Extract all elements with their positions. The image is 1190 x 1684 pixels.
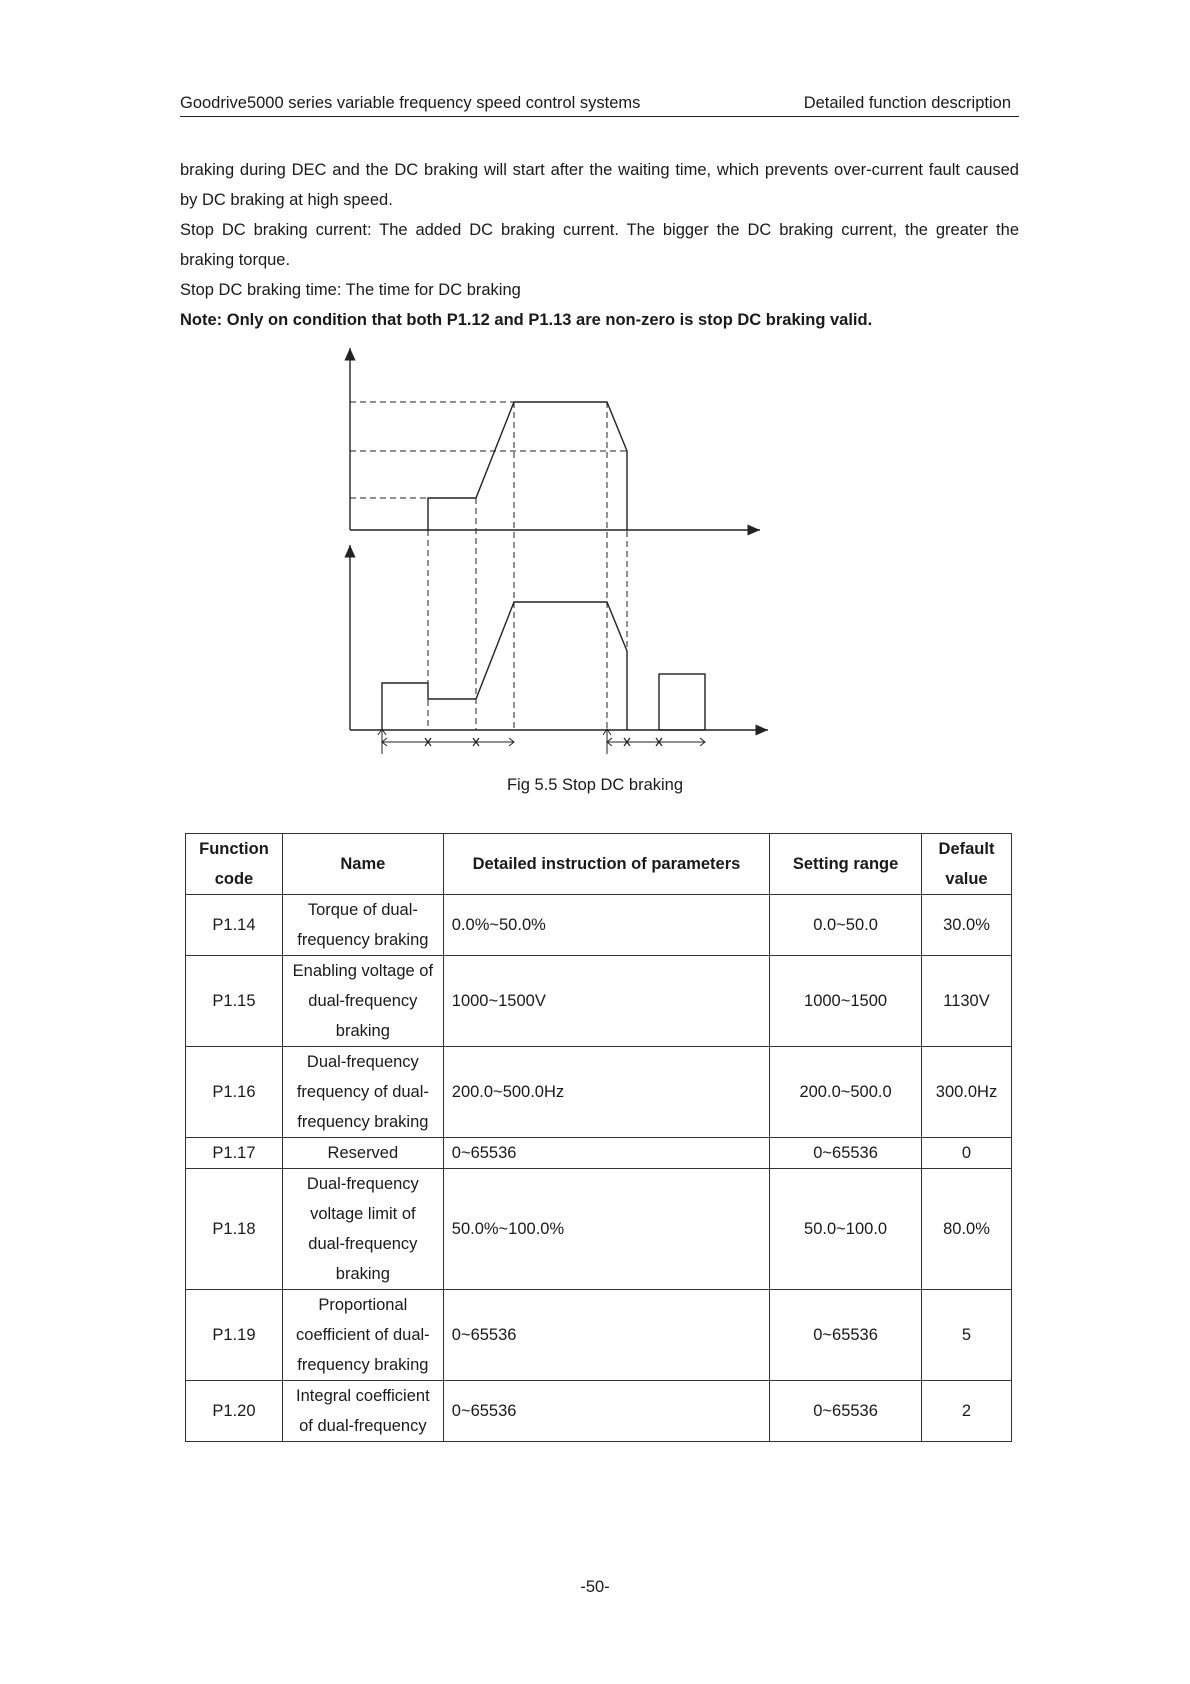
page-number: -50- (580, 1578, 610, 1596)
setting-range: 50.0~100.0 (770, 1169, 922, 1290)
stop-dc-braking-diagram (330, 340, 790, 780)
paragraph: Stop DC braking current: The added DC braking current. The bigger the DC braking current, the greater the braking torque. (180, 221, 1019, 269)
setting-range: 0~65536 (770, 1381, 922, 1442)
setting-range: 200.0~500.0 (770, 1047, 922, 1138)
parameter-name: Proportional coefficient of dual-frequency braking (282, 1290, 443, 1381)
function-code: P1.14 (186, 895, 283, 956)
table-row (186, 1138, 1012, 1169)
function-code: P1.20 (186, 1381, 283, 1442)
parameter-name: Enabling voltage of dual-frequency braking (282, 956, 443, 1047)
header-default-value: Default value (922, 834, 1012, 895)
table-row (186, 1047, 1012, 1138)
function-code: P1.18 (186, 1169, 283, 1290)
dc-braking-pulse (659, 674, 705, 730)
parameter-description: 0~65536 (443, 1138, 769, 1169)
page-header (180, 92, 1019, 117)
default-value: 1130V (922, 956, 1012, 1047)
table-row (186, 1381, 1012, 1442)
setting-range: 1000~1500 (770, 956, 922, 1047)
function-code: P1.17 (186, 1138, 283, 1169)
setting-range: 0~65536 (770, 1290, 922, 1381)
default-value: 80.0% (922, 1169, 1012, 1290)
header-setting-range: Setting range (770, 834, 922, 895)
figure-caption: Fig 5.5 Stop DC braking (506, 776, 684, 794)
setting-range: 0~65536 (770, 1138, 922, 1169)
paragraph: Stop DC braking time: The time for DC braking (180, 281, 521, 299)
note-text: Note: Only on condition that both P1.12 and P1.13 are non-zero is stop DC braking valid. (180, 311, 873, 329)
parameter-description: 1000~1500V (443, 956, 769, 1047)
header-name: Name (282, 834, 443, 895)
parameter-name: Dual-frequency frequency of dual-frequency braking (282, 1047, 443, 1138)
function-code: P1.15 (186, 956, 283, 1047)
lower-current-curve (382, 602, 627, 730)
table-row (186, 1290, 1012, 1381)
function-code: P1.16 (186, 1047, 283, 1138)
table-row (186, 895, 1012, 956)
parameter-description: 50.0%~100.0% (443, 1169, 769, 1290)
parameter-name: Reserved (282, 1138, 443, 1169)
parameter-table (185, 833, 1012, 1442)
setting-range: 0.0~50.0 (770, 895, 922, 956)
parameter-description: 200.0~500.0Hz (443, 1047, 769, 1138)
parameter-name: Dual-frequency voltage limit of dual-frequency braking (282, 1169, 443, 1290)
parameter-description: 0~65536 (443, 1381, 769, 1442)
header-title: Goodrive5000 series variable frequency speed control systems (180, 94, 641, 112)
default-value: 30.0% (922, 895, 1012, 956)
upper-frequency-curve (428, 402, 627, 530)
default-value: 5 (922, 1290, 1012, 1381)
paragraph: braking during DEC and the DC braking will start after the waiting time, which prevents over-current fault caused by DC braking at high speed. (180, 161, 1019, 209)
table-header-row (186, 834, 1012, 895)
default-value: 2 (922, 1381, 1012, 1442)
header-section: Detailed function description (803, 94, 1011, 112)
parameter-name: Integral coefficient of dual-frequency (282, 1381, 443, 1442)
default-value: 0 (922, 1138, 1012, 1169)
header-function-code: Function code (186, 834, 283, 895)
parameter-description: 0~65536 (443, 1290, 769, 1381)
parameter-description: 0.0%~50.0% (443, 895, 769, 956)
parameter-name: Torque of dual-frequency braking (282, 895, 443, 956)
default-value: 300.0Hz (922, 1047, 1012, 1138)
table-row (186, 956, 1012, 1047)
table-row (186, 1169, 1012, 1290)
function-code: P1.19 (186, 1290, 283, 1381)
body-text (180, 155, 1019, 335)
header-detailed-instruction: Detailed instruction of parameters (443, 834, 769, 895)
